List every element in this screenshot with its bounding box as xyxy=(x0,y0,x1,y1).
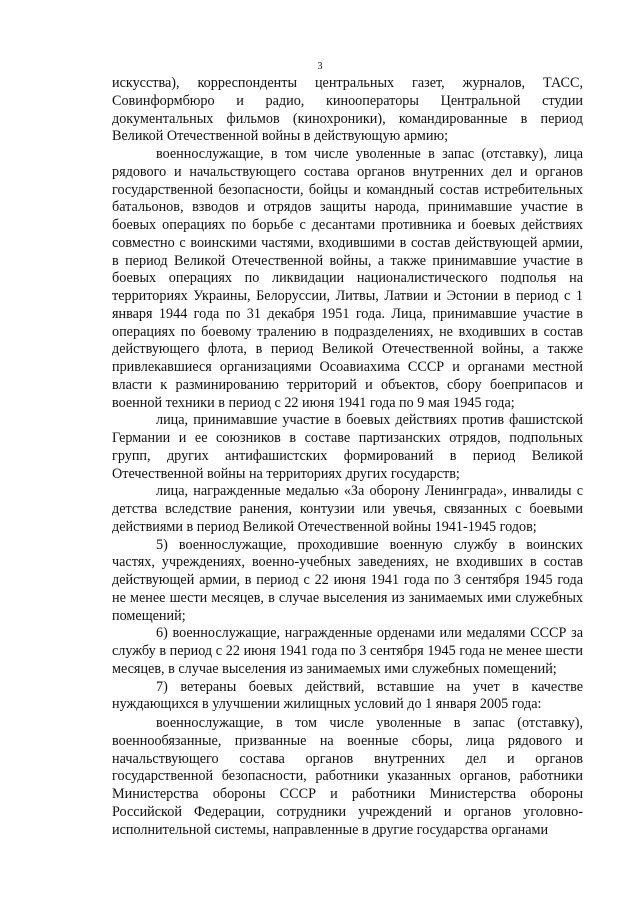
paragraph-military-personnel: военнослужащие, в том числе уволенные в запас (отставку), лица рядового и начальствующего состава органов внутренних дел и органов государственной безопасности, бойцы и командный состав истребительных батальонов, взводов и отрядов защиты народа, принимавшие участие в боевых операциях по борьбе с десантами противника и боевых действиях совместно с воинскими частями, входившими в состав действующей армии, в период Великой Отечественной войны, а также принимавшие участие в боевых операциях по ликвидации националистического подполья на территориях Украины, Белоруссии, Литвы, Латвии и Эстонии в период с 1 января 1944 года по 31 декабря 1951 года. Лица, принимавшие участие в операциях по боевому тралению в подразделениях, не входивших в состав действующего флота, в период Великой Отечественной войны, а также привлекавшиеся организациями Осоавиахима СССР и органами местной власти к разминированию территорий и объектов, сбору боеприпасов и военной техники в период с 22 июня 1941 года по 9 мая 1945 года; xyxy=(112,146,583,411)
list-item-5: 5) военнослужащие, проходившие военную службу в воинских частях, учреждениях, военно-учебных заведениях, не входивших в состав действующей армии, в период с 22 июня 1941 года по 3 сентября 1945 года не менее шести месяцев, в случае выселения из занимаемых ими служебных помещений; xyxy=(112,536,583,624)
paragraph-continuation: искусства), корреспонденты центральных газет, журналов, ТАСС, Совинформбюро и радио, кинооператоры Центральной студии документальных фильмов (кинохроники), командированные в период Великой Отечественной войны в действующую армию; xyxy=(112,75,583,145)
paragraph-partisans: лица, принимавшие участие в боевых действиях против фашистской Германии и ее союзников в составе партизанских отрядов, подпольных групп, других антифашистских формирований в период Великой Отечественной войны на территориях других государств; xyxy=(112,412,583,482)
list-item-6: 6) военнослужащие, награжденные орденами или медалями СССР за службу в период с 22 июня 1941 года по 3 сентября 1945 года не менее шести месяцев, в случае выселения из занимаемых ими служебных помещений; xyxy=(112,625,583,677)
page-number: 3 xyxy=(317,61,323,72)
paragraph-veterans: военнослужащие, в том числе уволенные в запас (отставку), военнообязанные, призванные на военные сборы, лица рядового и начальствующего состава органов внутренних дел и органов государственной безопасности, работники указанных органов, работники Министерства обороны СССР и работники Министерства обороны Российской Федерации, сотрудники учреждений и органов уголовно-исполнительной системы, направленные в другие государства органами xyxy=(112,715,583,838)
list-item-7: 7) ветераны боевых действий, вставшие на учет в качестве нуждающихся в улучшении жилищных условий до 1 января 2005 года: xyxy=(112,678,583,713)
document-body xyxy=(112,75,583,839)
paragraph-leningrad-medal: лица, награжденные медалью «За оборону Ленинграда», инвалиды с детства вследствие ранения, контузии или увечья, связанных с боевыми действиями в период Великой Отечественной войны 1941-1945 годов; xyxy=(112,483,583,535)
